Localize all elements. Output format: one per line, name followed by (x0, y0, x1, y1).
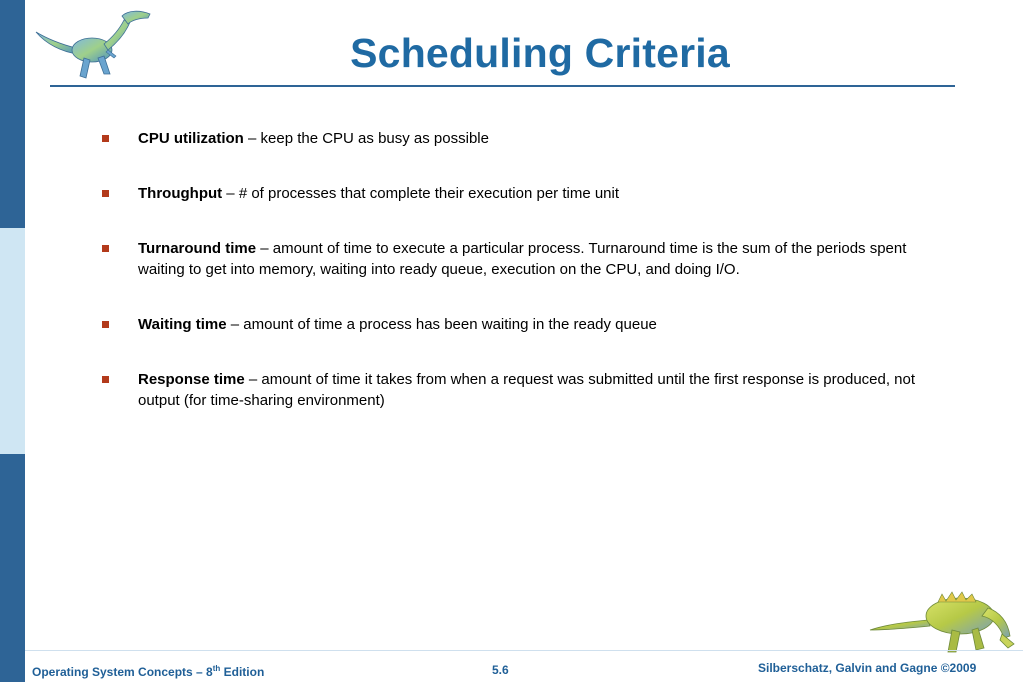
bullet-description: – amount of time it takes from when a request was submitted until the first response is produced, not output (for time-sharing environment) (138, 371, 916, 409)
bullet-description: – keep the CPU as busy as possible (243, 130, 489, 147)
page-number: 5.6 (492, 663, 509, 677)
list-item (100, 314, 950, 335)
list-item (100, 128, 950, 149)
square-bullet-icon (102, 190, 109, 197)
square-bullet-icon (102, 376, 109, 383)
bullet-description: – # of processes that complete their execution per time unit (222, 185, 620, 202)
list-item (100, 183, 950, 204)
bullet-description: – amount of time to execute a particular process. Turnaround time is the sum of the periods spent waiting to get into memory, waiting into ready queue, execution on the CPU, and doing I/O. (138, 240, 907, 278)
edition-superscript: th (212, 664, 221, 673)
square-bullet-icon (102, 135, 109, 142)
bullet-term: Waiting time (138, 316, 227, 333)
list-item (100, 369, 950, 411)
side-stripe-bottom (0, 454, 25, 682)
square-bullet-icon (102, 245, 109, 252)
bullet-term: Response time (138, 371, 245, 388)
footer-book-title (32, 664, 264, 679)
list-item (100, 238, 950, 280)
side-stripe-top (0, 0, 25, 228)
book-title-suffix: Edition (220, 665, 265, 679)
dinosaur-icon (868, 586, 1016, 656)
side-stripe-middle (0, 228, 25, 454)
bullet-term: CPU utilization (138, 130, 244, 147)
footer-divider (25, 650, 1023, 651)
square-bullet-icon (102, 321, 109, 328)
book-title-prefix: Operating System Concepts – 8 (32, 665, 213, 679)
bullet-term: Throughput (138, 185, 223, 202)
bullet-description: – amount of time a process has been waiting in the ready queue (226, 316, 657, 333)
bullet-term: Turnaround time (138, 240, 257, 257)
footer-authors: Silberschatz, Galvin and Gagne ©2009 (758, 661, 977, 675)
title-divider (50, 85, 955, 87)
page-title: Scheduling Criteria (350, 30, 730, 76)
bullet-list (100, 128, 950, 445)
